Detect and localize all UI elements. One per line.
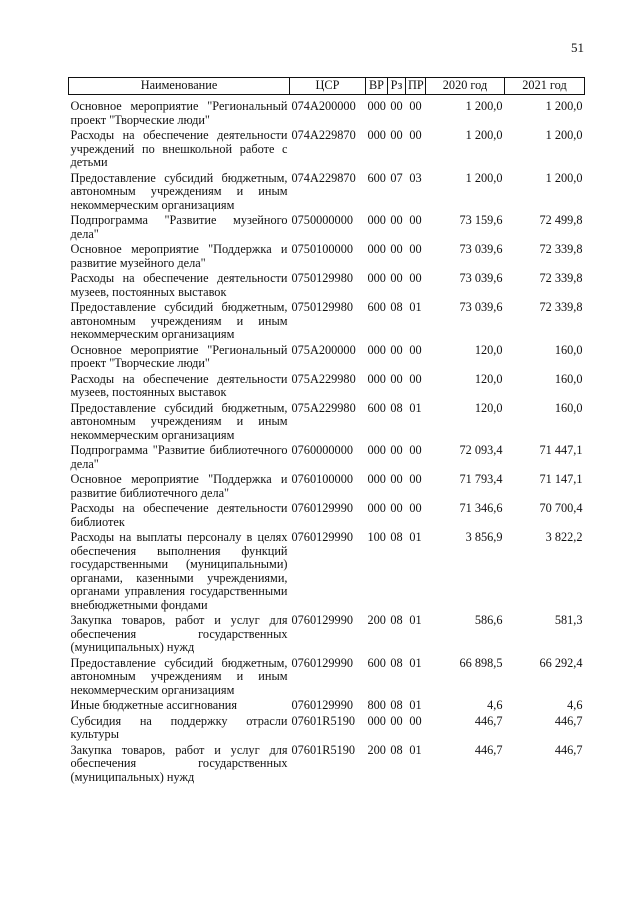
table-row xyxy=(69,95,585,130)
row-name: Основное мероприятие "Поддержка и развитие музейного дела" xyxy=(70,242,288,270)
row-amount-2021: 581,3 xyxy=(554,613,583,627)
table-row xyxy=(69,502,585,531)
row-amount-2020: 1 200,0 xyxy=(465,99,503,113)
row-vr: 000 xyxy=(367,443,386,457)
row-csr: 0760100000 xyxy=(291,472,353,486)
row-csr: 0760000000 xyxy=(291,443,353,457)
budget-table xyxy=(68,77,585,786)
row-rz: 00 xyxy=(390,213,403,227)
row-name: Подпрограмма "Развитие музейного дела" xyxy=(70,213,288,241)
row-pr: 01 xyxy=(409,400,422,415)
row-vr: 000 xyxy=(367,342,386,357)
row-rz: 07 xyxy=(390,170,403,185)
row-amount-2020: 120,0 xyxy=(474,371,503,386)
row-name: Подпрограмма "Развитие библиотечного дела" xyxy=(70,443,288,471)
row-vr: 000 xyxy=(367,213,386,227)
row-csr: 0760129990 xyxy=(291,655,353,670)
header-csr: ЦСР xyxy=(290,78,366,95)
row-rz: 08 xyxy=(390,742,403,757)
row-rz: 00 xyxy=(390,342,403,357)
row-amount-2020: 73 159,6 xyxy=(459,213,503,227)
row-rz: 00 xyxy=(390,472,403,486)
table-row xyxy=(69,473,585,502)
row-amount-2021: 70 700,4 xyxy=(539,501,583,515)
row-vr: 800 xyxy=(367,698,386,712)
row-name: Расходы на обеспечение деятельности музеев, постоянных выставок xyxy=(70,371,288,399)
row-amount-2020: 1 200,0 xyxy=(465,128,503,142)
row-amount-2020: 71 793,4 xyxy=(459,472,503,486)
header-rz: Рз xyxy=(388,78,406,95)
row-amount-2020: 73 039,6 xyxy=(459,271,503,285)
row-amount-2020: 446,7 xyxy=(474,742,503,757)
row-pr: 00 xyxy=(409,271,422,285)
row-amount-2021: 72 339,8 xyxy=(539,300,583,314)
row-pr: 00 xyxy=(409,342,422,357)
row-csr: 075А229980 xyxy=(291,400,356,415)
row-pr: 00 xyxy=(409,128,422,142)
row-vr: 000 xyxy=(367,99,386,113)
row-pr: 00 xyxy=(409,713,422,728)
row-pr: 00 xyxy=(409,472,422,486)
row-vr: 600 xyxy=(367,170,386,185)
table-row xyxy=(69,444,585,473)
row-amount-2020: 586,6 xyxy=(474,613,503,627)
row-vr: 000 xyxy=(367,501,386,515)
row-rz: 08 xyxy=(390,698,403,712)
row-name: Основное мероприятие "Региональный проект "Творческие люди" xyxy=(70,99,288,127)
row-csr: 0750129980 xyxy=(291,271,353,285)
row-amount-2021: 71 447,1 xyxy=(539,443,583,457)
row-vr: 000 xyxy=(367,128,386,142)
row-name: Расходы на обеспечение деятельности библиотек xyxy=(70,501,288,529)
page-number: 51 xyxy=(571,40,584,55)
row-csr: 075А200000 xyxy=(291,342,356,357)
row-rz: 00 xyxy=(390,99,403,113)
row-amount-2021: 446,7 xyxy=(554,713,583,728)
row-rz: 08 xyxy=(390,300,403,314)
row-amount-2021: 4,6 xyxy=(567,698,583,712)
row-name: Закупка товаров, работ и услуг для обеспечения государственных (муниципальных) нужд xyxy=(70,742,288,784)
row-amount-2020: 73 039,6 xyxy=(459,300,503,314)
row-amount-2020: 120,0 xyxy=(474,400,503,415)
row-vr: 600 xyxy=(367,400,386,415)
row-csr: 074А229870 xyxy=(291,170,356,185)
table-row xyxy=(69,243,585,272)
row-name: Закупка товаров, работ и услуг для обеспечения государственных (муниципальных) нужд xyxy=(70,613,288,654)
row-csr: 0760129990 xyxy=(291,530,353,544)
row-vr: 600 xyxy=(367,655,386,670)
row-amount-2020: 120,0 xyxy=(474,342,503,357)
row-amount-2021: 3 822,2 xyxy=(545,530,583,544)
row-rz: 00 xyxy=(390,443,403,457)
row-amount-2021: 160,0 xyxy=(554,342,583,357)
table-row xyxy=(69,657,585,700)
header-name: Наименование xyxy=(69,78,290,95)
row-amount-2021: 1 200,0 xyxy=(545,170,583,185)
row-name: Основное мероприятие "Поддержка и развитие библиотечного дела" xyxy=(70,472,288,500)
row-pr: 00 xyxy=(409,213,422,227)
row-amount-2020: 66 898,5 xyxy=(459,655,503,670)
row-rz: 08 xyxy=(390,530,403,544)
row-amount-2020: 1 200,0 xyxy=(465,170,503,185)
row-vr: 000 xyxy=(367,242,386,256)
header-pr: ПР xyxy=(406,78,426,95)
row-pr: 00 xyxy=(409,99,422,113)
row-rz: 00 xyxy=(390,242,403,256)
row-name: Предоставление субсидий бюджетным, автономным учреждениям и иным некоммерческим организациям xyxy=(70,170,288,212)
row-pr: 00 xyxy=(409,443,422,457)
row-vr: 200 xyxy=(367,613,386,627)
row-amount-2021: 446,7 xyxy=(554,742,583,757)
table-row xyxy=(69,699,585,715)
table-row xyxy=(69,402,585,445)
row-vr: 000 xyxy=(367,271,386,285)
row-name: Основное мероприятие "Региональный проект "Творческие люди" xyxy=(70,342,288,370)
row-pr: 00 xyxy=(409,501,422,515)
row-csr: 07601R5190 xyxy=(291,713,356,728)
header-2021: 2021 год xyxy=(505,78,585,95)
row-pr: 01 xyxy=(409,530,422,544)
row-pr: 01 xyxy=(409,655,422,670)
row-pr: 01 xyxy=(409,742,422,757)
row-csr: 0750000000 xyxy=(291,213,353,227)
row-amount-2021: 66 292,4 xyxy=(539,655,583,670)
row-vr: 000 xyxy=(367,371,386,386)
row-vr: 000 xyxy=(367,472,386,486)
row-csr: 074А229870 xyxy=(291,128,356,142)
row-amount-2021: 1 200,0 xyxy=(545,128,583,142)
row-vr: 600 xyxy=(367,300,386,314)
table-row xyxy=(69,214,585,243)
row-amount-2021: 72 339,8 xyxy=(539,271,583,285)
row-name: Предоставление субсидий бюджетным, автономным учреждениям и иным некоммерческим организациям xyxy=(70,300,288,341)
row-name: Расходы на обеспечение деятельности музеев, постоянных выставок xyxy=(70,271,288,299)
row-vr: 200 xyxy=(367,742,386,757)
row-amount-2020: 72 093,4 xyxy=(459,443,503,457)
row-csr: 0750129980 xyxy=(291,300,353,314)
row-name: Предоставление субсидий бюджетным, автономным учреждениям и иным некоммерческим организациям xyxy=(70,655,288,697)
row-csr: 0760129990 xyxy=(291,698,353,712)
row-rz: 00 xyxy=(390,371,403,386)
table-row xyxy=(69,715,585,744)
table-row xyxy=(69,614,585,657)
row-amount-2021: 1 200,0 xyxy=(545,99,583,113)
row-amount-2021: 160,0 xyxy=(554,371,583,386)
row-amount-2020: 71 346,6 xyxy=(459,501,503,515)
row-name: Иные бюджетные ассигнования xyxy=(70,698,238,712)
table-row xyxy=(69,744,585,787)
row-amount-2020: 3 856,9 xyxy=(465,530,503,544)
row-name: Расходы на выплаты персоналу в целях обеспечения выполнения функций государственными (муниципальными) органами, казенными учреждениями, органами управления государственными внебюджетными фондами xyxy=(70,530,288,612)
row-vr: 000 xyxy=(367,713,386,728)
row-pr: 01 xyxy=(409,613,422,627)
row-amount-2021: 72 339,8 xyxy=(539,242,583,256)
table-row xyxy=(69,373,585,402)
header-2020: 2020 год xyxy=(426,78,505,95)
table-header-row xyxy=(69,78,585,95)
row-rz: 00 xyxy=(390,271,403,285)
row-pr: 00 xyxy=(409,371,422,386)
table-row xyxy=(69,301,585,344)
row-csr: 074А200000 xyxy=(291,99,356,113)
row-name: Предоставление субсидий бюджетным, автономным учреждениям и иным некоммерческим организациям xyxy=(70,400,288,442)
table-row xyxy=(69,272,585,301)
row-csr: 0760129990 xyxy=(291,613,353,627)
row-amount-2021: 71 147,1 xyxy=(539,472,583,486)
row-pr: 01 xyxy=(409,300,422,314)
row-amount-2020: 73 039,6 xyxy=(459,242,503,256)
row-pr: 00 xyxy=(409,242,422,256)
row-name: Субсидия на поддержку отрасли культуры xyxy=(70,713,288,741)
row-rz: 00 xyxy=(390,128,403,142)
table-row xyxy=(69,172,585,215)
row-amount-2020: 4,6 xyxy=(487,698,503,712)
row-name: Расходы на обеспечение деятельности учреждений по внешкольной работе с детьми xyxy=(70,128,288,169)
table-row xyxy=(69,129,585,172)
row-rz: 00 xyxy=(390,501,403,515)
row-csr: 0760129990 xyxy=(291,501,353,515)
row-vr: 100 xyxy=(367,530,386,544)
row-rz: 08 xyxy=(390,613,403,627)
table-body xyxy=(69,95,585,787)
row-amount-2020: 446,7 xyxy=(474,713,503,728)
header-vr: ВР xyxy=(366,78,388,95)
row-amount-2021: 160,0 xyxy=(554,400,583,415)
row-csr: 0750100000 xyxy=(291,242,353,256)
row-pr: 01 xyxy=(409,698,422,712)
row-amount-2021: 72 499,8 xyxy=(539,213,583,227)
row-rz: 08 xyxy=(390,655,403,670)
row-csr: 07601R5190 xyxy=(291,742,356,757)
table-row xyxy=(69,531,585,614)
row-csr: 075А229980 xyxy=(291,371,356,386)
row-pr: 03 xyxy=(409,170,422,185)
row-rz: 08 xyxy=(390,400,403,415)
row-rz: 00 xyxy=(390,713,403,728)
table-row xyxy=(69,344,585,373)
